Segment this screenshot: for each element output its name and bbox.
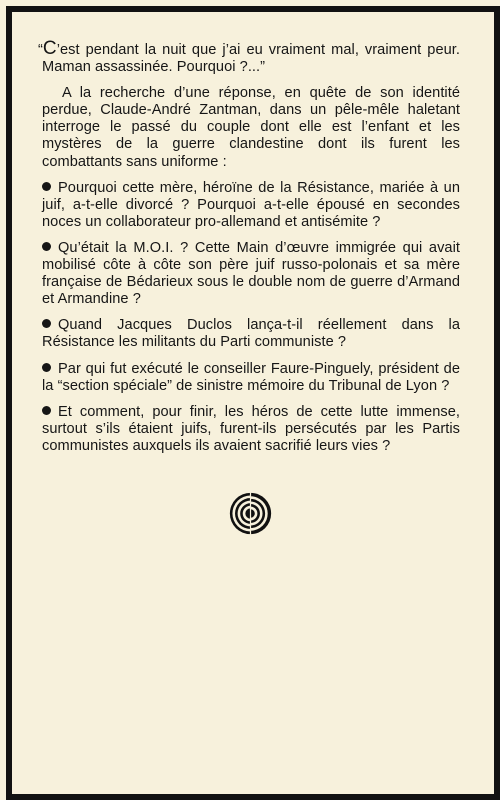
- quote-mark: “: [38, 42, 43, 58]
- bullet-icon: [42, 182, 51, 191]
- question-item: [42, 361, 460, 395]
- bullet-icon: [42, 363, 51, 372]
- question-text: Et comment, pour finir, les héros de cette lutte immense, surtout s’ils étaient juifs, furent-ils persécutés par les Partis communistes auxquels ils avaient sacrifié leurs vies ?: [42, 403, 460, 454]
- question-text: Par qui fut exécuté le conseiller Faure-Pinguely, président de la “section spéciale” de sinistre mémoire du Tribunal de Lyon ?: [42, 360, 460, 394]
- question-item: [42, 317, 460, 351]
- bullet-icon: [42, 242, 51, 251]
- bullet-icon: [42, 406, 51, 415]
- question-item: [42, 180, 460, 231]
- intro-paragraph: A la recherche d’une réponse, en quête de son identité perdue, Claude-André Zantman, dans un pêle-mêle haletant interroge le passé du couple dont elle est l’enfant et les mystères de la guerre clandestine dont ils furent les combattants sans uniforme :: [42, 85, 460, 170]
- concentric-circle-publisher-logo-icon: [229, 492, 272, 535]
- question-text: Qu’était la M.O.I. ? Cette Main d’œuvre immigrée qui avait mobilisé côte à côte son père juif russo-polonais et sa mère française de Bédarieux sous le double nom de guerre d’Armand et Armandine ?: [42, 239, 460, 308]
- quote-text: ’est pendant la nuit que j’ai eu vraiment mal, vraiment peur. Maman assassinée. Pourquoi ?...”: [42, 42, 460, 76]
- bullet-icon: [42, 319, 51, 328]
- back-cover-text: [38, 38, 460, 455]
- opening-quote: [38, 38, 460, 76]
- question-text: Quand Jacques Duclos lança-t-il réellement dans la Résistance les militants du Parti communiste ?: [42, 317, 460, 351]
- question-text: Pourquoi cette mère, héroïne de la Résistance, mariée à un juif, a-t-elle divorcé ? Pourquoi a-t-elle épousé en secondes noces un collaborateur pro-allemand et antisémite ?: [42, 179, 460, 230]
- question-item: [42, 240, 460, 308]
- quote-initial: C: [42, 38, 57, 59]
- question-item: [42, 404, 460, 455]
